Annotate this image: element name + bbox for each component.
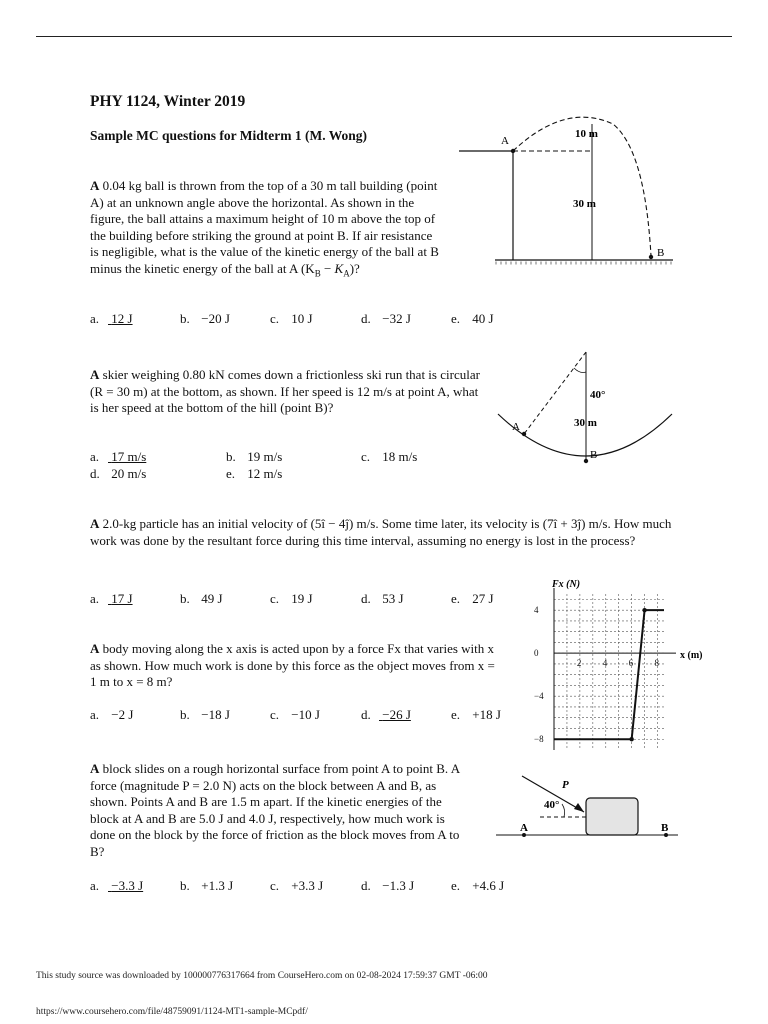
q5-label-b: B	[661, 822, 669, 834]
q5-option-b[interactable]: b. +1.3 J	[180, 878, 234, 893]
q1-option-a[interactable]: a. 12 J	[90, 311, 133, 326]
q1-label-10m: 10 m	[575, 128, 598, 140]
series-point	[629, 737, 633, 741]
q2-option-a[interactable]: a. 17 m/s	[90, 449, 147, 464]
q2-label-b: B	[590, 449, 598, 461]
y-tick-label: 0	[534, 648, 539, 659]
q1-option-e[interactable]: e. 40 J	[451, 311, 494, 326]
question-2-lead: A	[90, 367, 100, 382]
q1-label-a: A	[501, 135, 509, 147]
q2-label-a: A	[512, 421, 520, 433]
question-2-text	[90, 367, 482, 417]
chart-ticks	[534, 605, 660, 744]
question-1-text: A 0.04 kg ball is thrown from the top of a 30 m tall building (point A) at an unknown angle above the horizontal. As shown in the figure, the ball attains a maximum height of 10 m above the top of the building before striking the ground at point B. If air resistance is negligible, what is the value of the kinetic energy of the ball at B minus the kinetic energy of the ball at A $(K_B - K_A)$?	[90, 178, 439, 279]
question-5-text	[90, 761, 460, 860]
x-tick-label: 8	[654, 658, 660, 669]
top-rule	[36, 36, 732, 37]
question-4-body: body moving along the x axis is acted upon by a force Fx that varies with x as shown. How much work is done by this force as the object moves from x = 1 m to x = 8 m?	[90, 641, 495, 689]
footer-url[interactable]: https://www.coursehero.com/file/48759091/1124-MT1-sample-MCpdf/	[36, 1007, 308, 1017]
q3-option-b[interactable]: b. 49 J	[180, 591, 223, 606]
q2-option-c[interactable]: c. 18 m/s	[361, 449, 418, 464]
series-point	[642, 608, 646, 612]
x-tick-label: 6	[628, 658, 634, 669]
q3-option-c[interactable]: c. 19 J	[270, 591, 313, 606]
ski-run-figure	[492, 348, 682, 468]
question-1-body: 0.04 kg ball is thrown from the top of a 30 m tall building (point A) at an unknown angle above the horizontal. As shown in the figure, the ball attains a maximum height of 10 m above the top of the building before striking the ground at point B. If air resistance is negligible, what is the value of the kinetic energy of the ball at B minus the kinetic energy of the ball at A (K	[90, 178, 439, 276]
question-2-body: skier weighing 0.80 kN comes down a frictionless ski run that is circular (R = 30 m) at the bottom, as shown. If her speed is 12 m/s at point A, what is her speed at the bottom of the hill (point B)?	[90, 367, 480, 415]
q4-option-a[interactable]: a. −2 J	[90, 707, 134, 722]
page-title: PHY 1124, Winter 2019	[90, 93, 246, 110]
question-1-lead: A	[90, 178, 100, 193]
page-subtitle: Sample MC questions for Midterm 1 (M. Wong)	[90, 128, 367, 143]
q1-option-b[interactable]: b. −20 J	[180, 311, 230, 326]
q5-option-d[interactable]: d. −1.3 J	[361, 878, 415, 893]
q2-radius-label: 30 m	[574, 417, 597, 429]
question-4-lead: A	[90, 641, 100, 656]
y-tick-label: 4	[534, 605, 539, 616]
q4-option-c[interactable]: c. −10 J	[270, 707, 320, 722]
q5-option-a[interactable]: a. −3.3 J	[90, 878, 144, 893]
question-1-tail: )?	[349, 260, 360, 276]
x-tick-label: 4	[602, 658, 608, 669]
question-5-body: block slides on a rough horizontal surface from point A to point B. A force (magnitude P = 2.0 N) acts on the block between A and B, as shown. Points A and B are 1.5 m apart. If the kinetic energies of the block at A and B are 5.0 J and 4.0 J, respectively, how much work is done on the block by the force of friction as the block moves from A to B?	[90, 761, 460, 859]
q1-option-d[interactable]: d. −32 J	[361, 311, 411, 326]
question-3-text	[90, 516, 700, 549]
q4-option-b[interactable]: b. −18 J	[180, 707, 230, 722]
q1-label-b: B	[657, 247, 665, 259]
chart-axes	[554, 588, 676, 750]
question-5-lead: A	[90, 761, 100, 776]
x-tick-label: 2	[576, 658, 582, 669]
question-3-body-2: How much work was done by the resultant force during this time interval, assuming no energy is lost in the process?	[90, 516, 672, 548]
chart-xlabel: x (m)	[680, 650, 703, 661]
chart-grid	[554, 594, 664, 750]
q5-label-a: A	[520, 822, 528, 834]
q2-option-b[interactable]: b. 19 m/s	[226, 449, 283, 464]
chart-ylabel: Fx (N)	[552, 579, 581, 590]
q4-option-d[interactable]: d. −26 J	[361, 707, 411, 722]
q4-option-e[interactable]: e. +18 J	[451, 707, 501, 722]
question-3-lead: A	[90, 516, 100, 531]
q2-angle-label: 40°	[590, 389, 606, 401]
block-force-figure	[492, 768, 682, 848]
q1-label-30m: 30 m	[573, 198, 596, 210]
question-4-text	[90, 641, 504, 691]
q5-option-c[interactable]: c. +3.3 J	[270, 878, 324, 893]
q3-option-d[interactable]: d. 53 J	[361, 591, 404, 606]
q5-option-e[interactable]: e. +4.6 J	[451, 878, 505, 893]
q5-angle-label: 40°	[544, 799, 560, 811]
footer-source: This study source was downloaded by 100000776317664 from CourseHero.com on 02-08-2024 17:59:37 GMT -06:00	[36, 971, 488, 981]
y-tick-label: −8	[534, 734, 544, 745]
q3-option-a[interactable]: a. 17 J	[90, 591, 133, 606]
y-tick-label: −4	[534, 691, 544, 702]
force-position-chart	[528, 572, 718, 762]
q3-option-e[interactable]: e. 27 J	[451, 591, 494, 606]
building-trajectory-figure	[455, 110, 685, 270]
q2-option-d[interactable]: d. 20 m/s	[90, 466, 147, 481]
question-3-body-1: 2.0-kg particle has an initial velocity of (5î − 4ĵ) m/s. Some time later, its velocity is (7î + 3ĵ) m/s.	[102, 516, 611, 531]
q5-force-label: P	[562, 779, 569, 791]
q1-option-c[interactable]: c. 10 J	[270, 311, 313, 326]
q2-option-e[interactable]: e. 12 m/s	[226, 466, 283, 481]
